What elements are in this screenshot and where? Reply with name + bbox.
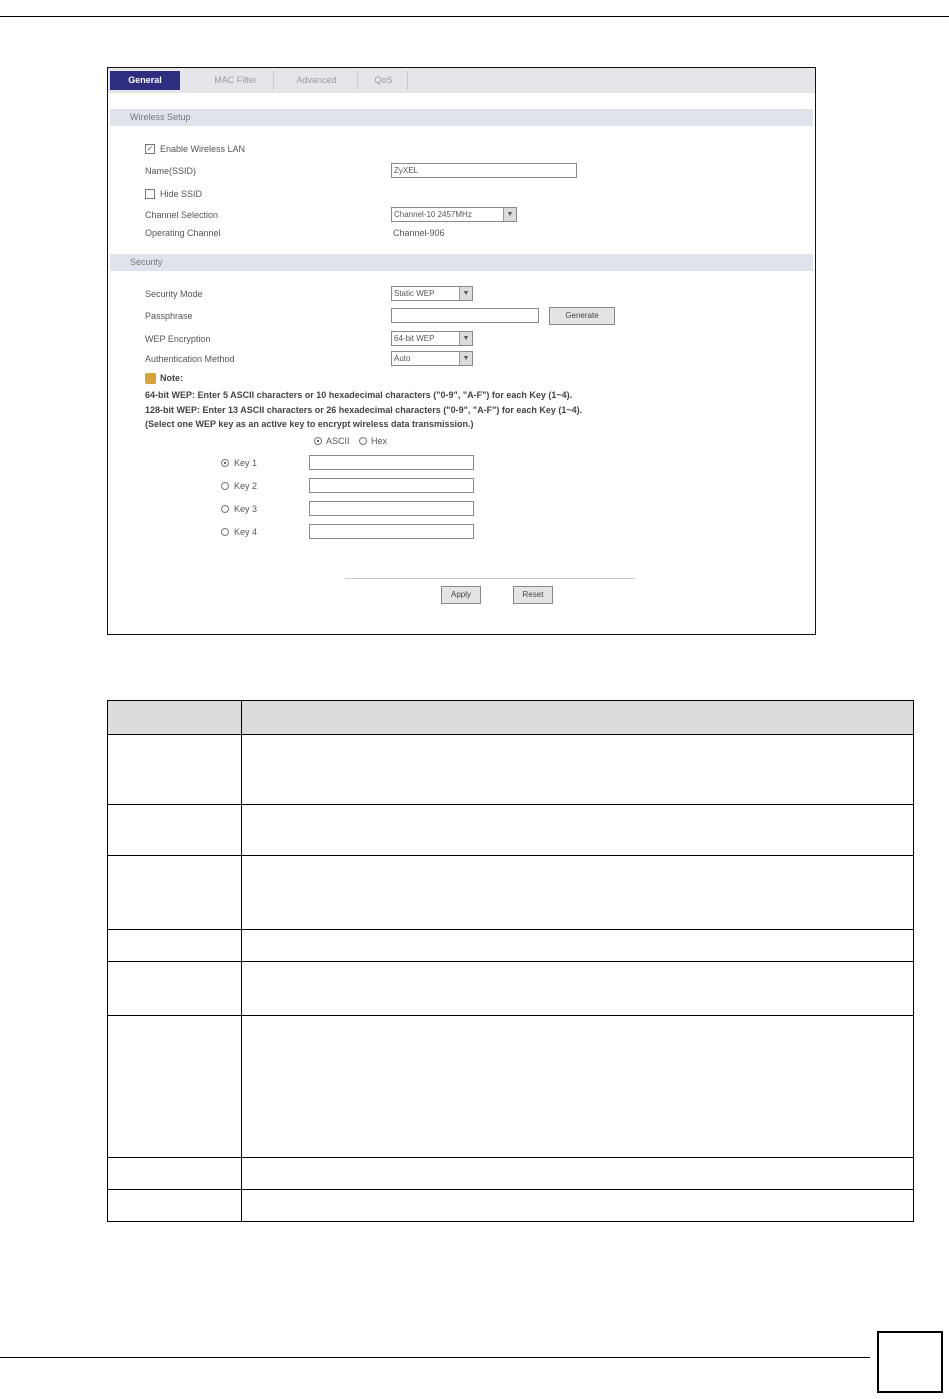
table-row: [108, 1158, 914, 1190]
channel-selection-value: Channel-10 2457MHz: [394, 210, 472, 219]
tab-bar: [108, 68, 815, 93]
table-cell: [108, 856, 242, 930]
chevron-down-icon: ▼: [459, 352, 472, 365]
chevron-down-icon: ▼: [459, 332, 472, 345]
wireless-config-screenshot: [107, 67, 816, 635]
wep-encryption-select[interactable]: [391, 331, 473, 346]
key-2-label: Key 2: [234, 481, 258, 491]
tab-mac-filter[interactable]: MAC Filter: [198, 71, 274, 90]
wep-encryption-value: 64-bit WEP: [394, 334, 435, 343]
chevron-down-icon: ▼: [503, 208, 516, 221]
note-line-128bit: 128-bit WEP: Enter 13 ASCII characters or 26 hexadecimal characters ("0-9", "A-F") for each Key (1~4).: [145, 405, 583, 415]
security-mode-label: Security Mode: [145, 289, 203, 299]
hide-ssid-label: Hide SSID: [160, 189, 203, 199]
reset-button[interactable]: Reset: [513, 586, 553, 604]
header-rule: [0, 16, 949, 17]
note-title: Note:: [160, 373, 183, 383]
table-cell: [108, 805, 242, 856]
table-cell: [242, 856, 914, 930]
table-cell: [242, 735, 914, 805]
operating-channel-label: Operating Channel: [145, 228, 221, 238]
table-cell: [242, 930, 914, 962]
key-1-input[interactable]: [309, 455, 474, 470]
key-3-label: Key 3: [234, 504, 258, 514]
key-3-input[interactable]: [309, 501, 474, 516]
table-cell: [242, 962, 914, 1016]
tab-qos[interactable]: QoS: [360, 71, 408, 90]
table-cell: [242, 1016, 914, 1158]
note-line-select-key: (Select one WEP key as an active key to encrypt wireless data transmission.): [145, 419, 474, 429]
security-mode-select[interactable]: [391, 286, 473, 301]
key-1-label: Key 1: [234, 458, 258, 468]
auth-method-select[interactable]: [391, 351, 473, 366]
table-header-row: [108, 701, 914, 735]
security-mode-value: Static WEP: [394, 289, 435, 298]
ascii-label: ASCII: [326, 436, 350, 446]
key-3-radio[interactable]: [221, 505, 229, 513]
hex-label: Hex: [371, 436, 388, 446]
security-header: Security: [110, 254, 813, 271]
ssid-label: Name(SSID): [145, 166, 197, 176]
auth-method-value: Auto: [394, 354, 411, 363]
table-header-cell: [242, 701, 914, 735]
key-1-radio[interactable]: [221, 459, 229, 467]
table-cell: [108, 735, 242, 805]
hide-ssid-checkbox[interactable]: [145, 189, 155, 199]
channel-selection-label: Channel Selection: [145, 210, 219, 220]
tab-advanced[interactable]: Advanced: [276, 71, 358, 90]
table-row: [108, 962, 914, 1016]
wireless-setup-header: Wireless Setup: [110, 109, 813, 126]
table-cell: [108, 1158, 242, 1190]
key-2-radio[interactable]: [221, 482, 229, 490]
table-cell: [108, 1016, 242, 1158]
ascii-radio[interactable]: [314, 437, 322, 445]
table-row: [108, 856, 914, 930]
hex-radio[interactable]: [359, 437, 367, 445]
table-header-cell: [108, 701, 242, 735]
chevron-down-icon: ▼: [459, 287, 472, 300]
table-row: [108, 805, 914, 856]
footer-rule: [0, 1357, 870, 1358]
channel-selection-select[interactable]: [391, 207, 517, 222]
table-cell: [108, 930, 242, 962]
table-cell: [242, 1190, 914, 1222]
enable-wireless-checkbox[interactable]: ✓: [146, 144, 154, 153]
key-4-radio[interactable]: [221, 528, 229, 536]
wep-encryption-label: WEP Encryption: [145, 334, 211, 344]
generate-button[interactable]: Generate: [549, 307, 615, 325]
key-4-label: Key 4: [234, 527, 258, 537]
key-4-input[interactable]: [309, 524, 474, 539]
field-description-table: [107, 700, 914, 1222]
table-cell: [242, 805, 914, 856]
note-icon: [145, 373, 156, 384]
table-cell: [108, 962, 242, 1016]
table-cell: [242, 1158, 914, 1190]
enable-wireless-label: Enable Wireless LAN: [160, 144, 246, 154]
ssid-input[interactable]: ZyXEL: [391, 163, 577, 178]
operating-channel-value: Channel-906: [393, 228, 445, 238]
auth-method-label: Authentication Method: [145, 354, 235, 364]
note-line-64bit: 64-bit WEP: Enter 5 ASCII characters or 10 hexadecimal characters ("0-9", "A-F") for each Key (1~4).: [145, 390, 573, 400]
key-2-input[interactable]: [309, 478, 474, 493]
table-row: [108, 1190, 914, 1222]
apply-button[interactable]: Apply: [441, 586, 481, 604]
page-number-box: [877, 1331, 943, 1393]
table-cell: [108, 1190, 242, 1222]
table-row: [108, 1016, 914, 1158]
table-row: [108, 735, 914, 805]
passphrase-label: Passphrase: [145, 311, 193, 321]
tab-general[interactable]: General: [110, 71, 180, 90]
passphrase-input[interactable]: [391, 308, 539, 323]
divider: [345, 578, 635, 579]
table-row: [108, 930, 914, 962]
